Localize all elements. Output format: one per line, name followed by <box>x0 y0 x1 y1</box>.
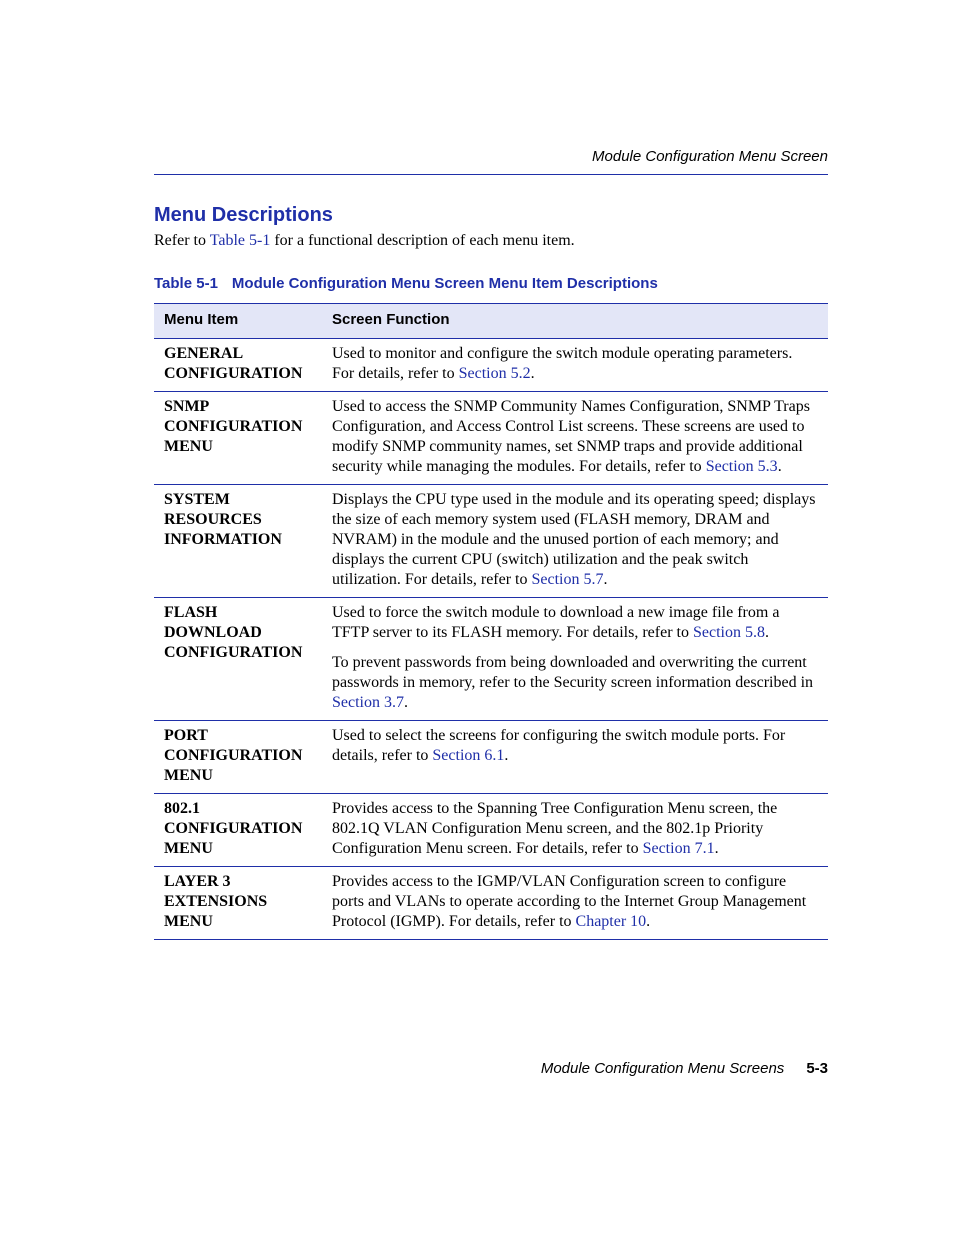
screen-function-text <box>332 726 818 766</box>
screen-function-text <box>332 872 818 932</box>
screen-function-cell <box>322 794 828 867</box>
table-row <box>154 485 828 598</box>
menu-item-name: LAYER 3 EXTENSIONS MENU <box>154 867 322 940</box>
screen-function-cell <box>322 392 828 485</box>
table-caption <box>154 275 658 292</box>
intro-paragraph <box>154 232 575 250</box>
screen-function-text <box>332 490 818 590</box>
table-row <box>154 339 828 392</box>
screen-function-cell <box>322 485 828 598</box>
screen-function-cell <box>322 598 828 721</box>
cross-reference-link[interactable]: Section 5.3 <box>705 458 778 475</box>
table-ref-link[interactable]: Table 5-1 <box>209 232 271 249</box>
cross-reference-link[interactable]: Section 3.7 <box>332 694 404 711</box>
running-footer <box>154 1060 828 1077</box>
cross-reference-link[interactable]: Section 5.8 <box>692 624 765 641</box>
description-text: Displays the CPU type used in the module and its operating speed; displays the size of each memory system used (FLASH memory, DRAM and NVRAM) in the module and the unused portion of each memory; and displays the current CPU (switch) utilization and the peak switch utilization. For details, refer to <box>332 491 816 588</box>
column-header-screen-function: Screen Function <box>322 304 828 339</box>
description-text-end: . <box>603 571 608 588</box>
menu-item-name: 802.1 CONFIGURATION MENU <box>154 794 322 867</box>
screen-function-text <box>332 344 818 384</box>
table-row <box>154 794 828 867</box>
running-header: Module Configuration Menu Screen <box>592 148 828 165</box>
description-text-end: . <box>504 747 509 764</box>
screen-function-cell <box>322 339 828 392</box>
description-text-end: . <box>530 365 535 382</box>
screen-function-text <box>332 799 818 859</box>
screen-function-text <box>332 397 818 477</box>
cross-reference-link[interactable]: Chapter 10 <box>575 913 647 930</box>
description-text: Used to select the screens for configuring the switch module ports. For details, refer to <box>332 727 786 764</box>
description-text: Used to access the SNMP Community Names Configuration, SNMP Traps Configuration, and Access Control List screens. These screens are used to modify SNMP community names, set SNMP traps and provide additional security while managing the modules. For details, refer to <box>332 398 810 475</box>
description-text-end: . <box>404 694 408 711</box>
description-text: Used to monitor and configure the switch module operating parameters. For details, refer to <box>332 345 793 382</box>
menu-item-name: SYSTEM RESOURCES INFORMATION <box>154 485 322 598</box>
page-number: 5-3 <box>806 1060 828 1077</box>
intro-text-pre: Refer to <box>154 232 210 249</box>
description-text-end: . <box>646 913 651 930</box>
description-text-end: . <box>764 624 769 641</box>
table-caption-title: Module Configuration Menu Screen Menu Item Descriptions <box>231 275 658 292</box>
description-text: Provides access to the IGMP/VLAN Configuration screen to configure ports and VLANs to operate according to the Internet Group Management Protocol (IGMP). For details, refer to <box>332 873 807 930</box>
menu-item-name: FLASH DOWNLOAD CONFIGURATION <box>154 598 322 721</box>
screen-function-text <box>332 603 818 643</box>
table-row <box>154 867 828 940</box>
table-caption-number: Table 5-1 <box>154 275 218 292</box>
screen-function-text <box>332 653 818 713</box>
screen-function-cell <box>322 721 828 794</box>
description-text: Used to force the switch module to download a new image file from a TFTP server to its FLASH memory. For details, refer to <box>332 604 780 641</box>
screen-function-cell <box>322 867 828 940</box>
footer-title: Module Configuration Menu Screens <box>540 1060 785 1077</box>
menu-item-name: GENERAL CONFIGURATION <box>154 339 322 392</box>
cross-reference-link[interactable]: Section 5.2 <box>458 365 531 382</box>
menu-descriptions-table <box>154 303 828 940</box>
cross-reference-link[interactable]: Section 7.1 <box>642 840 715 857</box>
header-rule <box>154 174 828 175</box>
menu-item-name: PORT CONFIGURATION MENU <box>154 721 322 794</box>
description-text-end: . <box>714 840 719 857</box>
description-text: Provides access to the Spanning Tree Configuration Menu screen, the 802.1Q VLAN Configuration Menu screen, and the 802.1p Priority Configuration Menu screen. For details, refer to <box>332 800 778 857</box>
description-text: To prevent passwords from being downloaded and overwriting the current passwords in memory, refer to the Security screen information described in <box>332 654 814 691</box>
table-row <box>154 392 828 485</box>
cross-reference-link[interactable]: Section 5.7 <box>531 571 604 588</box>
description-text-end: . <box>777 458 782 475</box>
intro-text-post: for a functional description of each menu item. <box>270 232 575 249</box>
section-title: Menu Descriptions <box>154 204 333 226</box>
table-row <box>154 598 828 721</box>
menu-item-name: SNMP CONFIGURATION MENU <box>154 392 322 485</box>
table-row <box>154 721 828 794</box>
column-header-menu-item: Menu Item <box>154 304 322 339</box>
cross-reference-link[interactable]: Section 6.1 <box>432 747 505 764</box>
table-header-row <box>154 304 828 339</box>
